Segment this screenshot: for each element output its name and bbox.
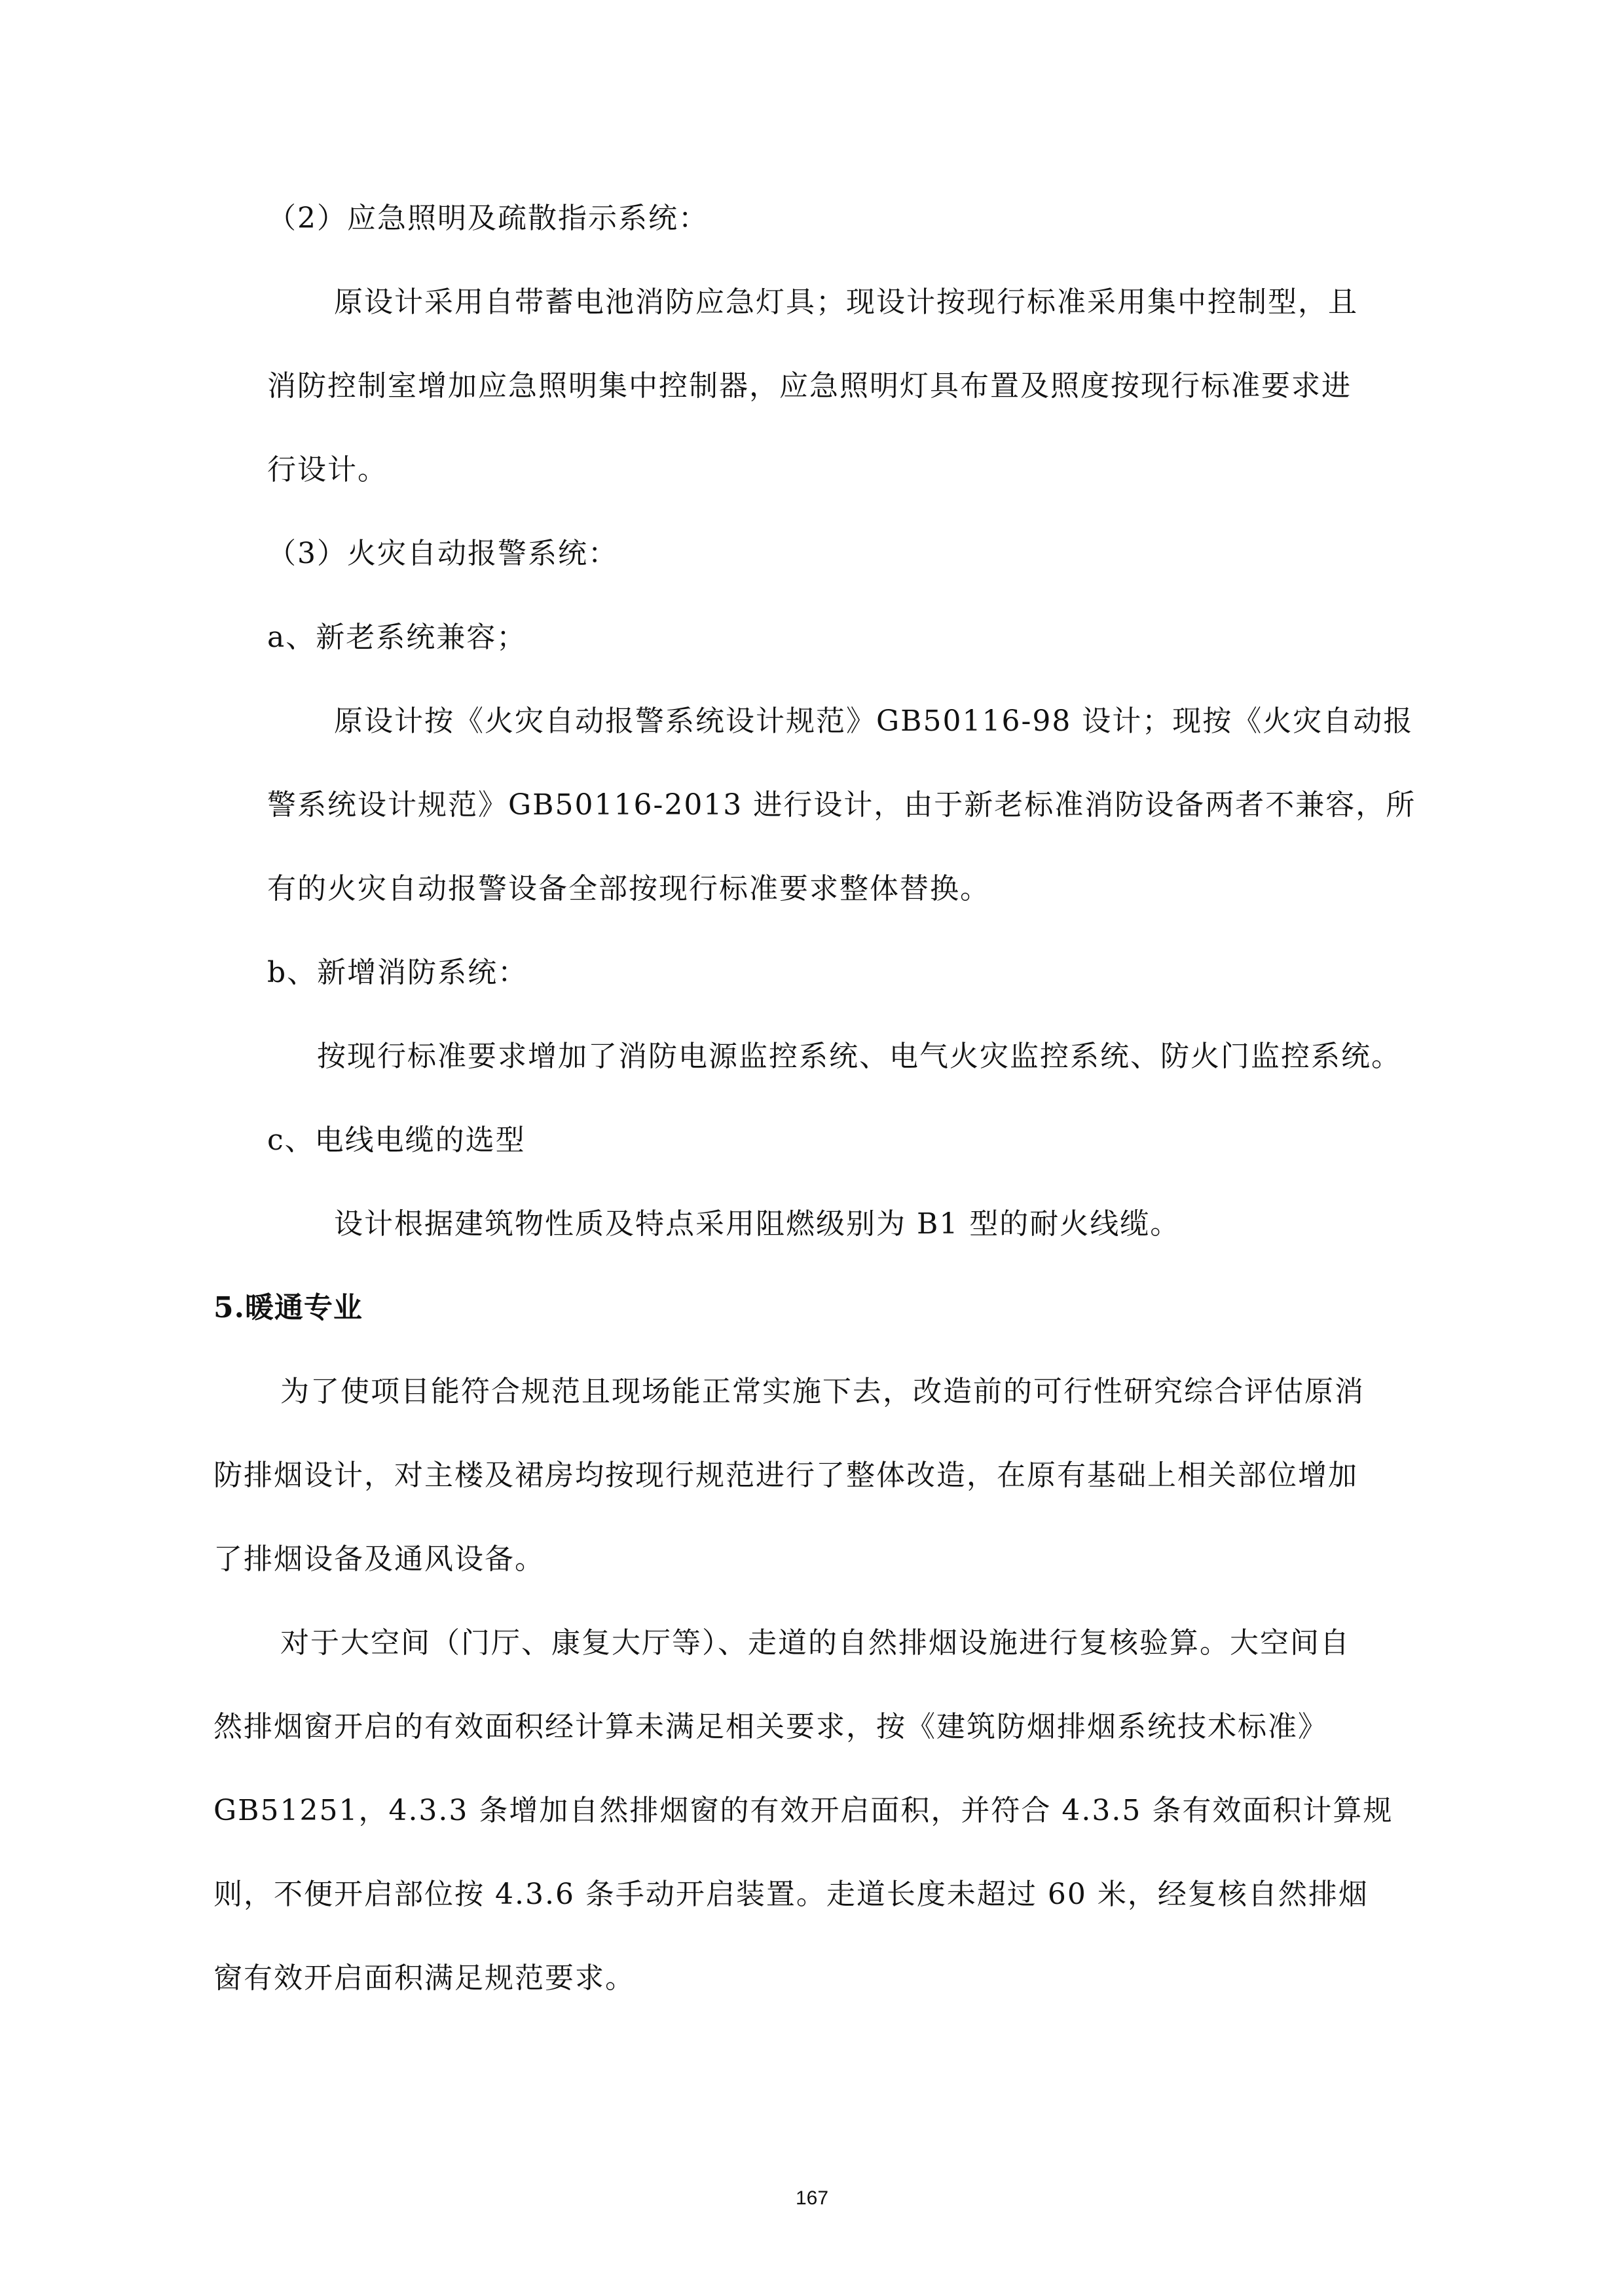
list-item-heading: c、电线电缆的选型: [267, 1123, 526, 1157]
paragraph-line: GB51251，4.3.3 条增加自然排烟窗的有效开启面积，并符合 4.3.5 条有效面积计算规: [213, 1794, 1393, 1827]
page-number: 167: [795, 2187, 829, 2209]
paragraph-line: 防排烟设计，对主楼及裙房均按现行规范进行了整体改造，在原有基础上相关部位增加: [213, 1459, 1358, 1492]
paragraph-line: 行设计。: [267, 453, 388, 486]
paragraph-line: 消防控制室增加应急照明集中控制器，应急照明灯具布置及照度按现行标准要求进: [267, 369, 1352, 403]
paragraph-line: 了排烟设备及通风设备。: [213, 1542, 545, 1576]
paragraph-line: 原设计按《火灾自动报警系统设计规范》GB50116-98 设计；现按《火灾自动报: [334, 704, 1414, 738]
paragraph-line: 按现行标准要求增加了消防电源监控系统、电气火灾监控系统、防火门监控系统。: [317, 1040, 1401, 1073]
paragraph-line: 然排烟窗开启的有效面积经计算未满足相关要求，按《建筑防烟排烟系统技术标准》: [213, 1710, 1328, 1743]
list-item-heading: b、新增消防系统：: [267, 956, 528, 989]
paragraph-line: 有的火灾自动报警设备全部按现行标准要求整体替换。: [267, 872, 990, 905]
paragraph-line: 为了使项目能符合规范且现场能正常实施下去，改造前的可行性研究综合评估原消: [280, 1375, 1365, 1408]
subsection-heading-emergency-lighting: （2）应急照明及疏散指示系统：: [267, 202, 709, 235]
paragraph-line: 警系统设计规范》GB50116-2013 进行设计，由于新老标准消防设备两者不兼容，所: [267, 788, 1416, 822]
paragraph-line: 窗有效开启面积满足规范要求。: [213, 1961, 635, 1995]
paragraph-line: 对于大空间（门厅、康复大厅等）、走道的自然排烟设施进行复核验算。大空间自: [280, 1626, 1350, 1660]
subsection-heading-fire-alarm: （3）火灾自动报警系统：: [267, 537, 618, 570]
paragraph-line: 则，不便开启部位按 4.3.6 条手动开启装置。走道长度未超过 60 米，经复核自然排烟: [213, 1878, 1369, 1911]
paragraph-line: 原设计采用自带蓄电池消防应急灯具；现设计按现行标准采用集中控制型，且: [334, 285, 1358, 319]
section-heading: 5.暖通专业: [213, 1291, 363, 1324]
list-item-heading: a、新老系统兼容；: [267, 621, 527, 654]
paragraph-line: 设计根据建筑物性质及特点采用阻燃级别为 B1 型的耐火线缆。: [334, 1207, 1181, 1241]
